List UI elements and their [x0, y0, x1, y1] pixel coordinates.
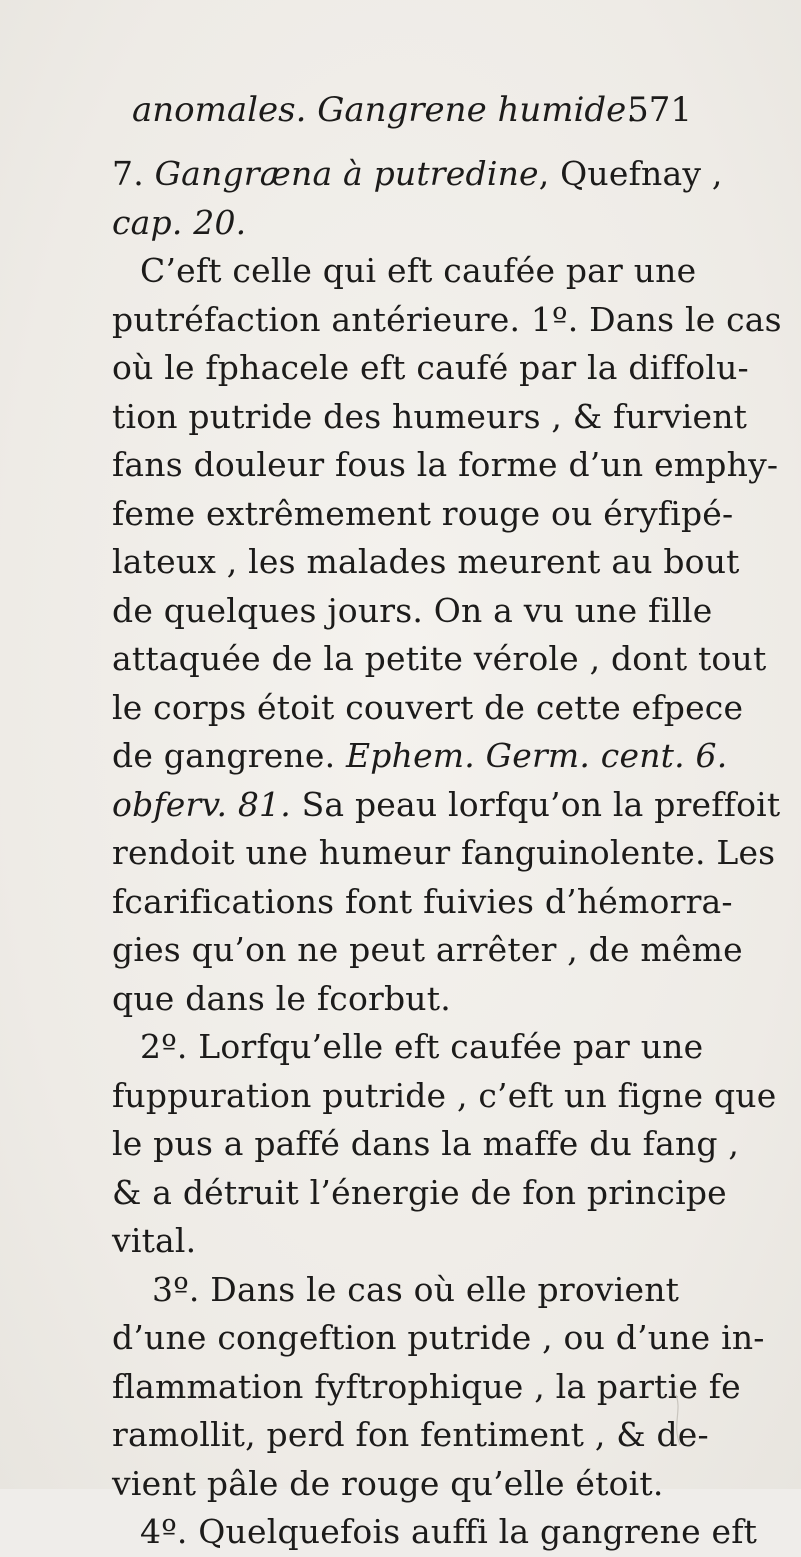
text-line — [112, 1023, 704, 1072]
text-run: , Quefnay , — [538, 154, 723, 193]
text-line — [112, 587, 713, 636]
text-run: ramollit, perd fon fentiment , & de- — [112, 1415, 709, 1454]
running-head-title: anomales. Gangrene humide. — [132, 90, 638, 130]
text-run: rendoit une humeur fanguinolente. Les — [112, 833, 776, 872]
text-run: vital. — [112, 1221, 197, 1260]
text-run: fans douleur fous la forme d’un emphy- — [112, 445, 779, 484]
text-run: vient pâle de rouge qu’elle étoit. — [112, 1463, 664, 1503]
text-line — [112, 1072, 777, 1121]
text-run: gies qu’on ne peut arrêter , de même — [112, 930, 743, 969]
italic-text-run: Gangræna à putredine — [154, 154, 539, 193]
text-run: le pus a paffé dans la maffe du fang , — [112, 1124, 740, 1163]
text-run: de quelques jours. On a vu une fille — [112, 590, 713, 630]
text-line — [112, 684, 744, 733]
page-number: 571 — [627, 90, 692, 130]
ink-smudge — [668, 1390, 698, 1450]
text-line — [112, 732, 728, 781]
text-run: où le fphacele eft caufé par la diffolu- — [112, 348, 749, 387]
text-run: 3º. Dans le cas où elle provient — [152, 1269, 680, 1309]
text-run: le corps étoit couvert de cette efpece — [112, 687, 744, 727]
text-line — [112, 1120, 740, 1169]
text-line — [112, 344, 749, 393]
text-line — [112, 538, 740, 587]
text-line — [112, 150, 723, 199]
text-run: feme extrêmement rouge ou éryfipé- — [112, 493, 734, 533]
running-head — [132, 80, 692, 140]
text-line — [112, 296, 782, 345]
text-line — [112, 781, 781, 830]
text-run: Sa peau lorfqu’on la preffoit — [290, 784, 781, 824]
text-run: flammation fyftrophique , la partie fe — [112, 1366, 741, 1406]
text-line — [112, 247, 697, 296]
text-line — [112, 975, 694, 1024]
text-line — [112, 1460, 694, 1509]
text-line — [112, 926, 743, 975]
text-line — [112, 1411, 709, 1460]
text-line — [112, 829, 776, 878]
text-run: C’eft celle qui eft caufée par une — [140, 251, 697, 290]
text-line — [112, 1314, 765, 1363]
text-line — [112, 441, 779, 490]
text-line — [112, 635, 767, 684]
text-run: 2º. Lorfqu’elle eft caufée par une — [140, 1027, 704, 1066]
body-text — [112, 150, 782, 1557]
text-run: que dans le fcorbut. — [112, 978, 451, 1018]
text-run: lateux , les malades meurent au bout — [112, 542, 740, 581]
italic-text-run: cap. 20. — [112, 202, 247, 242]
text-run: tion putride des humeurs , & furvient — [112, 396, 748, 436]
text-run: fuppuration putride , c’eft un figne que — [112, 1075, 777, 1115]
text-run: & a détruit l’énergie de fon principe — [112, 1172, 727, 1212]
text-line — [112, 1217, 694, 1266]
text-line — [112, 490, 734, 539]
text-run: 7. — [112, 154, 155, 193]
italic-text-run: Ephem. Germ. cent. 6. — [346, 736, 728, 775]
text-line — [112, 199, 694, 248]
text-run: attaquée de la petite vérole , dont tout — [112, 639, 767, 678]
text-line — [112, 1266, 694, 1315]
text-line — [112, 393, 748, 442]
text-run: 4º. Quelquefois auffi la gangrene eft — [140, 1512, 758, 1551]
text-run: putréfaction antérieure. 1º. Dans le cas — [112, 299, 782, 339]
text-run: fcarifications font fuivies d’hémorra- — [112, 881, 733, 921]
text-line — [112, 1363, 741, 1412]
text-run: de gangrene. — [112, 736, 346, 775]
text-run: d’une congeftion putride , ou d’une in- — [112, 1318, 765, 1357]
text-line — [112, 1508, 758, 1557]
text-line — [112, 1169, 727, 1218]
text-line — [112, 878, 733, 927]
italic-text-run: obferv. 81. — [112, 784, 291, 824]
